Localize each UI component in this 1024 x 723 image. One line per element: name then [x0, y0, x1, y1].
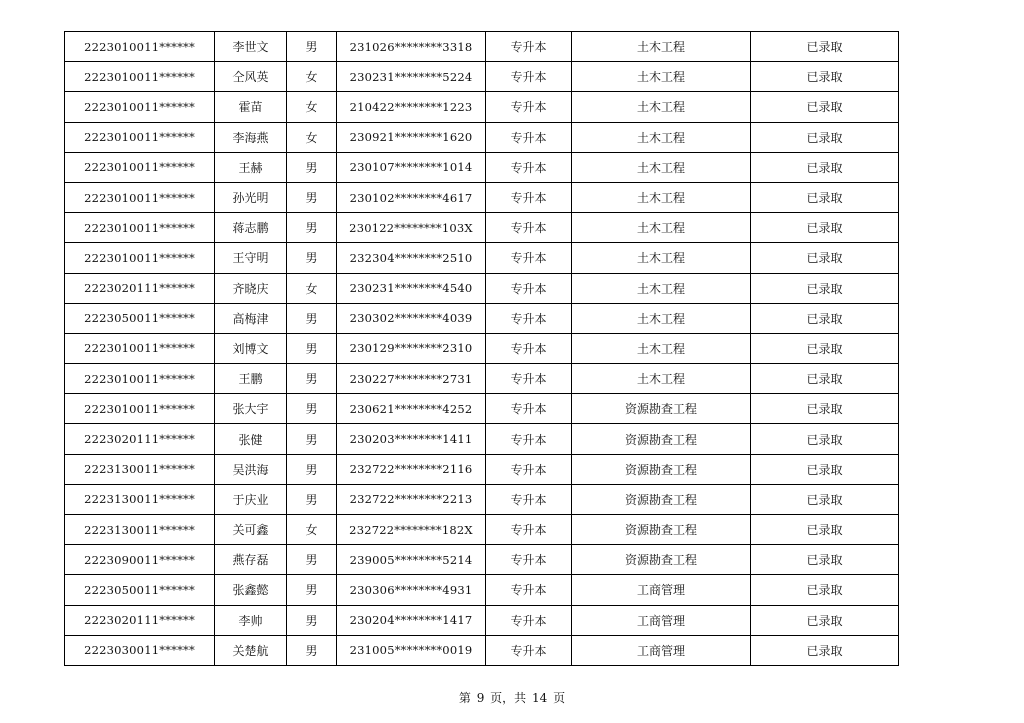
name-cell: 关楚航: [215, 635, 287, 665]
status-cell: 已录取: [751, 424, 899, 454]
student-id-cell: 2223130011******: [65, 454, 215, 484]
table-row: [65, 182, 899, 212]
major-cell: 资源勘查工程: [572, 424, 751, 454]
major-cell: 土木工程: [572, 364, 751, 394]
student-id-cell: 2223020111******: [65, 605, 215, 635]
gender-cell: 男: [287, 454, 337, 484]
status-cell: 已录取: [751, 635, 899, 665]
major-cell: 资源勘查工程: [572, 545, 751, 575]
level-cell: 专升本: [486, 32, 572, 62]
major-cell: 土木工程: [572, 243, 751, 273]
table-row: [65, 213, 899, 243]
major-cell: 工商管理: [572, 605, 751, 635]
gender-cell: 女: [287, 515, 337, 545]
major-cell: 资源勘查工程: [572, 454, 751, 484]
id-card-cell: 230231********4540: [337, 273, 486, 303]
status-cell: 已录取: [751, 122, 899, 152]
gender-cell: 男: [287, 484, 337, 514]
name-cell: 李海燕: [215, 122, 287, 152]
admission-table: [64, 31, 899, 666]
id-card-cell: 232722********2213: [337, 484, 486, 514]
name-cell: 仝风英: [215, 62, 287, 92]
gender-cell: 男: [287, 575, 337, 605]
id-card-cell: 230122********103X: [337, 213, 486, 243]
gender-cell: 男: [287, 213, 337, 243]
gender-cell: 男: [287, 303, 337, 333]
gender-cell: 女: [287, 92, 337, 122]
id-card-cell: 232722********182X: [337, 515, 486, 545]
level-cell: 专升本: [486, 273, 572, 303]
id-card-cell: 230129********2310: [337, 333, 486, 363]
major-cell: 工商管理: [572, 635, 751, 665]
gender-cell: 男: [287, 394, 337, 424]
name-cell: 蒋志鹏: [215, 213, 287, 243]
name-cell: 高梅津: [215, 303, 287, 333]
level-cell: 专升本: [486, 333, 572, 363]
status-cell: 已录取: [751, 32, 899, 62]
gender-cell: 女: [287, 62, 337, 92]
status-cell: 已录取: [751, 454, 899, 484]
level-cell: 专升本: [486, 484, 572, 514]
major-cell: 土木工程: [572, 122, 751, 152]
table-row: [65, 92, 899, 122]
status-cell: 已录取: [751, 243, 899, 273]
id-card-cell: 230921********1620: [337, 122, 486, 152]
major-cell: 资源勘查工程: [572, 394, 751, 424]
table-row: [65, 394, 899, 424]
student-id-cell: 2223020111******: [65, 273, 215, 303]
major-cell: 土木工程: [572, 273, 751, 303]
major-cell: 土木工程: [572, 213, 751, 243]
level-cell: 专升本: [486, 635, 572, 665]
table-row: [65, 545, 899, 575]
gender-cell: 男: [287, 364, 337, 394]
status-cell: 已录取: [751, 92, 899, 122]
gender-cell: 男: [287, 152, 337, 182]
major-cell: 资源勘查工程: [572, 515, 751, 545]
level-cell: 专升本: [486, 364, 572, 394]
student-id-cell: 2223010011******: [65, 213, 215, 243]
status-cell: 已录取: [751, 182, 899, 212]
name-cell: 霍苗: [215, 92, 287, 122]
student-id-cell: 2223030011******: [65, 635, 215, 665]
gender-cell: 男: [287, 545, 337, 575]
name-cell: 王赫: [215, 152, 287, 182]
level-cell: 专升本: [486, 213, 572, 243]
status-cell: 已录取: [751, 273, 899, 303]
id-card-cell: 230203********1411: [337, 424, 486, 454]
name-cell: 齐晓庆: [215, 273, 287, 303]
table-row: [65, 333, 899, 363]
table-row: [65, 605, 899, 635]
student-id-cell: 2223130011******: [65, 515, 215, 545]
major-cell: 土木工程: [572, 92, 751, 122]
id-card-cell: 232722********2116: [337, 454, 486, 484]
id-card-cell: 230621********4252: [337, 394, 486, 424]
gender-cell: 男: [287, 32, 337, 62]
student-id-cell: 2223010011******: [65, 364, 215, 394]
student-id-cell: 2223010011******: [65, 62, 215, 92]
name-cell: 关可鑫: [215, 515, 287, 545]
status-cell: 已录取: [751, 333, 899, 363]
gender-cell: 男: [287, 182, 337, 212]
status-cell: 已录取: [751, 484, 899, 514]
table-row: [65, 152, 899, 182]
id-card-cell: 232304********2510: [337, 243, 486, 273]
level-cell: 专升本: [486, 394, 572, 424]
table-row: [65, 424, 899, 454]
major-cell: 土木工程: [572, 303, 751, 333]
status-cell: 已录取: [751, 62, 899, 92]
student-id-cell: 2223130011******: [65, 484, 215, 514]
major-cell: 土木工程: [572, 152, 751, 182]
table-row: [65, 62, 899, 92]
table-body: [65, 32, 899, 666]
level-cell: 专升本: [486, 152, 572, 182]
table-row: [65, 32, 899, 62]
status-cell: 已录取: [751, 515, 899, 545]
student-id-cell: 2223010011******: [65, 152, 215, 182]
major-cell: 资源勘查工程: [572, 484, 751, 514]
student-id-cell: 2223010011******: [65, 182, 215, 212]
status-cell: 已录取: [751, 545, 899, 575]
gender-cell: 男: [287, 243, 337, 273]
table-row: [65, 635, 899, 665]
table-row: [65, 273, 899, 303]
id-card-cell: 210422********1223: [337, 92, 486, 122]
student-id-cell: 2223010011******: [65, 394, 215, 424]
level-cell: 专升本: [486, 303, 572, 333]
major-cell: 土木工程: [572, 182, 751, 212]
name-cell: 吴洪海: [215, 454, 287, 484]
id-card-cell: 230204********1417: [337, 605, 486, 635]
status-cell: 已录取: [751, 575, 899, 605]
student-id-cell: 2223050011******: [65, 575, 215, 605]
name-cell: 刘博文: [215, 333, 287, 363]
name-cell: 张大宇: [215, 394, 287, 424]
student-id-cell: 2223010011******: [65, 243, 215, 273]
level-cell: 专升本: [486, 515, 572, 545]
major-cell: 土木工程: [572, 62, 751, 92]
table-row: [65, 122, 899, 152]
id-card-cell: 230302********4039: [337, 303, 486, 333]
gender-cell: 男: [287, 424, 337, 454]
status-cell: 已录取: [751, 213, 899, 243]
major-cell: 土木工程: [572, 333, 751, 363]
gender-cell: 女: [287, 122, 337, 152]
name-cell: 燕存磊: [215, 545, 287, 575]
table-row: [65, 515, 899, 545]
name-cell: 张鑫懿: [215, 575, 287, 605]
level-cell: 专升本: [486, 62, 572, 92]
table-row: [65, 575, 899, 605]
major-cell: 土木工程: [572, 32, 751, 62]
table-row: [65, 303, 899, 333]
gender-cell: 女: [287, 273, 337, 303]
student-id-cell: 2223010011******: [65, 333, 215, 363]
level-cell: 专升本: [486, 605, 572, 635]
student-id-cell: 2223010011******: [65, 32, 215, 62]
page-number-footer: 第 9 页，共 14 页: [458, 691, 566, 705]
level-cell: 专升本: [486, 424, 572, 454]
name-cell: 王鹏: [215, 364, 287, 394]
student-id-cell: 2223010011******: [65, 122, 215, 152]
status-cell: 已录取: [751, 152, 899, 182]
id-card-cell: 231026********3318: [337, 32, 486, 62]
level-cell: 专升本: [486, 575, 572, 605]
level-cell: 专升本: [486, 122, 572, 152]
name-cell: 张健: [215, 424, 287, 454]
id-card-cell: 239005********5214: [337, 545, 486, 575]
gender-cell: 男: [287, 605, 337, 635]
id-card-cell: 230306********4931: [337, 575, 486, 605]
student-id-cell: 2223020111******: [65, 424, 215, 454]
status-cell: 已录取: [751, 364, 899, 394]
level-cell: 专升本: [486, 243, 572, 273]
student-id-cell: 2223050011******: [65, 303, 215, 333]
id-card-cell: 230107********1014: [337, 152, 486, 182]
gender-cell: 男: [287, 635, 337, 665]
table-row: [65, 364, 899, 394]
name-cell: 李帅: [215, 605, 287, 635]
name-cell: 孙光明: [215, 182, 287, 212]
id-card-cell: 230102********4617: [337, 182, 486, 212]
id-card-cell: 230231********5224: [337, 62, 486, 92]
name-cell: 于庆业: [215, 484, 287, 514]
level-cell: 专升本: [486, 454, 572, 484]
id-card-cell: 231005********0019: [337, 635, 486, 665]
status-cell: 已录取: [751, 394, 899, 424]
status-cell: 已录取: [751, 605, 899, 635]
student-id-cell: 2223010011******: [65, 92, 215, 122]
gender-cell: 男: [287, 333, 337, 363]
name-cell: 王守明: [215, 243, 287, 273]
table-row: [65, 454, 899, 484]
status-cell: 已录取: [751, 303, 899, 333]
major-cell: 工商管理: [572, 575, 751, 605]
level-cell: 专升本: [486, 92, 572, 122]
student-id-cell: 2223090011******: [65, 545, 215, 575]
table-row: [65, 243, 899, 273]
table-row: [65, 484, 899, 514]
id-card-cell: 230227********2731: [337, 364, 486, 394]
level-cell: 专升本: [486, 545, 572, 575]
level-cell: 专升本: [486, 182, 572, 212]
name-cell: 李世文: [215, 32, 287, 62]
